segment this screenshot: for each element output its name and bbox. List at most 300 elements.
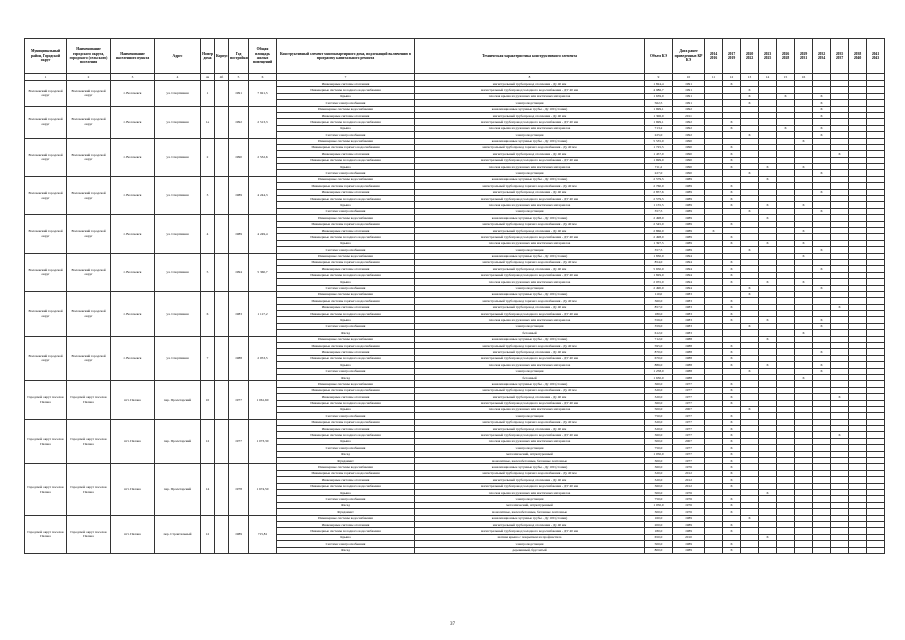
- characteristic-cell: магистральный трубопровод горячего водоснабжения - Ду 40 мм: [415, 298, 645, 304]
- previous-repair-date-cell: 2010: [673, 534, 705, 540]
- period-mark-cell: X: [741, 100, 759, 106]
- volume-cell: 857,0: [645, 304, 673, 310]
- settlement-cell: Волочекский городской округ: [67, 336, 111, 381]
- column-number: 8: [415, 74, 645, 81]
- element-cell: Инженерные системы горячего водоснабжения: [277, 221, 415, 227]
- column-header: 2023 2025: [759, 39, 777, 74]
- volume-cell: 2 857,6: [645, 189, 673, 195]
- previous-repair-date-cell: 2012: [673, 470, 705, 476]
- floor-area-cell: 1 674,50: [249, 464, 277, 515]
- floor-area-cell: 1 117,2: [249, 291, 277, 336]
- period-mark-cell: [813, 547, 831, 553]
- previous-repair-date-cell: 1994: [673, 253, 705, 259]
- period-mark-cell: X: [795, 202, 813, 208]
- volume-cell: 2 490,0: [645, 285, 673, 291]
- element-cell: Инженерные системы холодного водоснабжения: [277, 528, 415, 534]
- volume-cell: 1 397,5: [645, 240, 673, 246]
- column-header: 2029 2031: [795, 39, 813, 74]
- characteristic-cell: магистральный трубопровод холодного водоснабжения - ДУ 40 мм: [415, 234, 645, 240]
- characteristic-cell: магистральный трубопровод отопления - Ду 40 мм: [415, 81, 645, 87]
- district-cell: Городской округ поселок Палана: [25, 464, 67, 515]
- volume-cell: 2 498,0: [645, 234, 673, 240]
- period-mark-cell: X: [723, 451, 741, 457]
- locality-cell: пгт. Палана: [111, 464, 155, 515]
- column-header: 2041 2043: [867, 39, 885, 74]
- district-cell: Городской округ поселок Палана: [25, 515, 67, 553]
- previous-repair-date-cell: 1991: [673, 100, 705, 106]
- previous-repair-date-cell: 2007: [673, 406, 705, 412]
- characteristic-cell: электроподстанция: [415, 247, 645, 253]
- characteristic-cell: плоская крыша из рулонных или мастичных материалов: [415, 362, 645, 368]
- element-cell: Система электроснабжения: [277, 445, 415, 451]
- previous-repair-date-cell: 1991: [673, 93, 705, 99]
- period-mark-cell: X: [795, 253, 813, 259]
- element-cell: Инженерные системы отопления: [277, 266, 415, 272]
- volume-cell: 300,0: [645, 458, 673, 464]
- period-mark-cell: X: [813, 349, 831, 355]
- period-mark-cell: X: [723, 125, 741, 131]
- house-number-cell: 1а: [201, 106, 215, 138]
- period-mark-cell: X: [795, 279, 813, 285]
- period-mark-cell: X: [813, 170, 831, 176]
- volume-cell: 670,0: [645, 355, 673, 361]
- previous-repair-date-cell: 1976: [673, 496, 705, 502]
- settlement-cell: Городской округ поселок Палана: [67, 381, 111, 419]
- element-cell: Инженерные системы отопления: [277, 521, 415, 527]
- previous-repair-date-cell: 1988: [673, 336, 705, 342]
- characteristic-cell: канализационные чугунные трубы - Ду 100 (стояки): [415, 253, 645, 259]
- volume-cell: 2 545,0: [645, 221, 673, 227]
- element-cell: Крыша: [277, 317, 415, 323]
- period-mark-cell: X: [723, 279, 741, 285]
- element-cell: Инженерные системы водоснабжения: [277, 176, 415, 182]
- period-mark-cell: X: [813, 317, 831, 323]
- previous-repair-date-cell: 1983: [673, 317, 705, 323]
- period-mark-cell: X: [813, 100, 831, 106]
- characteristic-cell: магистральный трубопровод горячего водоснабжения - Ду 40 мм: [415, 144, 645, 150]
- volume-cell: 1 699,1: [645, 106, 673, 112]
- previous-repair-date-cell: 1989: [673, 176, 705, 182]
- volume-cell: 360,0: [645, 400, 673, 406]
- volume-cell: 160,0: [645, 515, 673, 521]
- building-corpus-cell: [215, 81, 229, 107]
- building-corpus-cell: [215, 336, 229, 381]
- column-number: 14: [759, 74, 777, 81]
- volume-cell: 870,0: [645, 349, 673, 355]
- previous-repair-date-cell: 1994: [673, 266, 705, 272]
- period-mark-cell: [795, 547, 813, 553]
- element-cell: Инженерные системы отопления: [277, 151, 415, 157]
- volume-cell: 360,0: [645, 464, 673, 470]
- column-number-row: [25, 74, 885, 81]
- period-mark-cell: X: [741, 208, 759, 214]
- element-cell: Система электроснабжения: [277, 496, 415, 502]
- element-cell: Система электроснабжения: [277, 413, 415, 419]
- characteristic-cell: магистральный трубопровод отопления - Ду 40 мм: [415, 394, 645, 400]
- locality-cell: пгт. Палана: [111, 381, 155, 419]
- previous-repair-date-cell: 1977: [673, 451, 705, 457]
- period-mark-cell: X: [741, 247, 759, 253]
- district-cell: Городской округ поселок Палана: [25, 419, 67, 464]
- previous-repair-date-cell: 1977: [673, 458, 705, 464]
- previous-repair-date-cell: 1994: [673, 259, 705, 265]
- previous-repair-date-cell: 1977: [673, 394, 705, 400]
- characteristic-cell: магистральный трубопровод горячего водоснабжения - Ду 40 мм: [415, 221, 645, 227]
- volume-cell: 320,0: [645, 394, 673, 400]
- period-mark-cell: X: [723, 343, 741, 349]
- column-header: 2032 2034: [813, 39, 831, 74]
- column-header: Корпус: [215, 39, 229, 74]
- element-cell: Инженерные системы горячего водоснабжения: [277, 144, 415, 150]
- characteristic-cell: магистральный трубопровод отопления - Ду 40 мм: [415, 477, 645, 483]
- building-corpus-cell: [215, 291, 229, 336]
- column-header: 2026 2028: [777, 39, 795, 74]
- district-cell: Волочекский городской округ: [25, 81, 67, 107]
- settlement-cell: Городской округ поселок Палана: [67, 419, 111, 464]
- characteristic-cell: магистральный трубопровод отопления - Ду 40 мм: [415, 227, 645, 233]
- element-cell: Инженерные системы отопления: [277, 477, 415, 483]
- characteristic-cell: магистральный трубопровод отопления - Ду 40 мм: [415, 112, 645, 118]
- period-mark-cell: X: [723, 413, 741, 419]
- capital-repair-program-table: [24, 38, 884, 554]
- element-cell: Система электроснабжения: [277, 100, 415, 106]
- characteristic-cell: бетонный: [415, 330, 645, 336]
- previous-repair-date-cell: 1988: [673, 374, 705, 380]
- volume-cell: 2 579,5: [645, 176, 673, 182]
- period-mark-cell: X: [723, 221, 741, 227]
- previous-repair-date-cell: 1977: [673, 419, 705, 425]
- characteristic-cell: деревянный, брусчатый: [415, 547, 645, 553]
- column-number: 4б: [215, 74, 229, 81]
- element-cell: Инженерные системы водоснабжения: [277, 106, 415, 112]
- period-mark-cell: X: [759, 336, 777, 342]
- house-number-cell: 5: [201, 253, 215, 291]
- settlement-cell: Волочекский городской округ: [67, 253, 111, 291]
- column-number: [831, 74, 849, 81]
- element-cell: Крыша: [277, 438, 415, 444]
- construction-year-cell: 1988: [229, 336, 249, 381]
- previous-repair-date-cell: 1977: [673, 381, 705, 387]
- characteristic-cell: канализационные чугунные трубы - Ду 100 (стояки): [415, 106, 645, 112]
- column-number: 1: [25, 74, 67, 81]
- previous-repair-date-cell: 1976: [673, 490, 705, 496]
- floor-area-cell: 2 532,6: [249, 138, 277, 176]
- house-number-cell: 2: [201, 138, 215, 176]
- element-cell: Инженерные системы холодного водоснабжения: [277, 483, 415, 489]
- period-mark-cell: X: [777, 125, 795, 131]
- period-mark-cell: X: [759, 534, 777, 540]
- characteristic-cell: канализационные чугунные трубы - Ду 100 (стояки): [415, 336, 645, 342]
- previous-repair-date-cell: 1989: [673, 240, 705, 246]
- characteristic-cell: плоская крыша из рулонных или мастичных материалов: [415, 93, 645, 99]
- period-mark-cell: X: [831, 151, 849, 157]
- characteristic-cell: магистральный трубопровод холодного водоснабжения - ДУ 40 мм: [415, 311, 645, 317]
- period-mark-cell: X: [723, 196, 741, 202]
- element-cell: Инженерные системы водоснабжения: [277, 291, 415, 297]
- district-cell: Городской округ поселок Палана: [25, 381, 67, 419]
- characteristic-cell: монолитные, железобетонные, бетонные ленточные: [415, 509, 645, 515]
- volume-cell: 650,0: [645, 534, 673, 540]
- previous-repair-date-cell: 1990: [673, 157, 705, 163]
- element-cell: Инженерные системы отопления: [277, 112, 415, 118]
- previous-repair-date-cell: 1989: [673, 234, 705, 240]
- locality-cell: пгт. Палана: [111, 515, 155, 553]
- floor-area-cell: 2 513,3: [249, 106, 277, 138]
- period-mark-cell: X: [795, 240, 813, 246]
- address-cell: ул. Спортивная: [155, 253, 201, 291]
- building-corpus-cell: [215, 419, 229, 464]
- characteristic-cell: электроподстанция: [415, 285, 645, 291]
- element-cell: Фундамент: [277, 509, 415, 515]
- element-cell: Система электроснабжения: [277, 323, 415, 329]
- period-mark-cell: X: [723, 362, 741, 368]
- period-mark-cell: X: [759, 317, 777, 323]
- period-mark-cell: X: [723, 381, 741, 387]
- column-number: 2: [67, 74, 111, 81]
- settlement-cell: Волочекский городской округ: [67, 81, 111, 107]
- column-header: 2014 2016: [705, 39, 723, 74]
- period-mark-cell: X: [723, 438, 741, 444]
- period-mark-cell: [759, 547, 777, 553]
- period-mark-cell: X: [723, 202, 741, 208]
- element-cell: Инженерные системы холодного водоснабжения: [277, 119, 415, 125]
- element-cell: Фасад: [277, 547, 415, 553]
- district-cell: Волочекский городской округ: [25, 215, 67, 253]
- locality-cell: г. Волочекск: [111, 253, 155, 291]
- column-number: 9: [645, 74, 673, 81]
- building-corpus-cell: [215, 253, 229, 291]
- column-header: Техническая характеристика конструктивного элемента: [415, 39, 645, 74]
- period-mark-cell: X: [759, 202, 777, 208]
- previous-repair-date-cell: 2007: [673, 438, 705, 444]
- period-mark-cell: X: [813, 132, 831, 138]
- element-cell: Инженерные системы отопления: [277, 394, 415, 400]
- settlement-cell: Волочекский городской округ: [67, 138, 111, 176]
- column-number: 6: [249, 74, 277, 81]
- element-cell: Инженерные системы отопления: [277, 304, 415, 310]
- element-cell: Инженерные системы холодного водоснабжения: [277, 272, 415, 278]
- period-mark-cell: X: [723, 470, 741, 476]
- period-mark-cell: X: [723, 458, 741, 464]
- period-mark-cell: [867, 547, 885, 553]
- column-header: Год постройки: [229, 39, 249, 74]
- previous-repair-date-cell: 1977: [673, 445, 705, 451]
- element-cell: Инженерные системы отопления: [277, 426, 415, 432]
- volume-cell: 360,0: [645, 298, 673, 304]
- settlement-cell: Волочекский городской округ: [67, 291, 111, 336]
- previous-repair-date-cell: 1992: [673, 119, 705, 125]
- period-mark-cell: X: [723, 445, 741, 451]
- period-mark-cell: X: [723, 317, 741, 323]
- period-mark-cell: X: [723, 355, 741, 361]
- previous-repair-date-cell: 2012: [673, 477, 705, 483]
- period-mark-cell: X: [831, 394, 849, 400]
- element-cell: Инженерные системы отопления: [277, 349, 415, 355]
- period-mark-cell: X: [723, 521, 741, 527]
- settlement-cell: Городской округ поселок Палана: [67, 464, 111, 515]
- characteristic-cell: магистральный трубопровод горячего водоснабжения - Ду 40 мм: [415, 419, 645, 425]
- characteristic-cell: плоская крыша из рулонных или мастичных материалов: [415, 490, 645, 496]
- period-mark-cell: X: [741, 406, 759, 412]
- period-mark-cell: [849, 547, 867, 553]
- floor-area-cell: 715,81: [249, 515, 277, 553]
- characteristic-cell: магистральный трубопровод холодного водоснабжения - ДУ 40 мм: [415, 400, 645, 406]
- characteristic-cell: бетонный: [415, 374, 645, 380]
- column-number: [849, 74, 867, 81]
- volume-cell: 500,0: [645, 541, 673, 547]
- column-header: Муниципальный район, Городской округ: [25, 39, 67, 74]
- previous-repair-date-cell: 1989: [673, 208, 705, 214]
- characteristic-cell: электроподстанция: [415, 445, 645, 451]
- period-mark-cell: X: [723, 477, 741, 483]
- district-cell: Волочекский городской округ: [25, 138, 67, 176]
- element-cell: Крыша: [277, 93, 415, 99]
- volume-cell: 500,0: [645, 490, 673, 496]
- volume-cell: 1 830,0: [645, 253, 673, 259]
- period-mark-cell: X: [795, 138, 813, 144]
- previous-repair-date-cell: 1988: [673, 362, 705, 368]
- element-cell: Инженерные системы горячего водоснабжения: [277, 387, 415, 393]
- previous-repair-date-cell: 1977: [673, 413, 705, 419]
- period-mark-cell: X: [723, 400, 741, 406]
- floor-area-cell: 2 053,5: [249, 336, 277, 381]
- construction-year-cell: 1992: [229, 106, 249, 138]
- column-header: Номер дома: [201, 39, 215, 74]
- characteristic-cell: плоская крыша из рулонных или мастичных материалов: [415, 406, 645, 412]
- characteristic-cell: магистральный трубопровод отопления - Ду 40 мм: [415, 304, 645, 310]
- previous-repair-date-cell: 1976: [673, 502, 705, 508]
- column-header: 2017 2019: [723, 39, 741, 74]
- characteristic-cell: шатная крыша с покрытием из профнастила: [415, 534, 645, 540]
- characteristic-cell: магистральный трубопровод горячего водоснабжения - Ду 40 мм: [415, 387, 645, 393]
- previous-repair-date-cell: 1992: [673, 132, 705, 138]
- period-mark-cell: X: [705, 227, 723, 233]
- element-cell: Система электроснабжения: [277, 368, 415, 374]
- floor-area-cell: 4 244,3: [249, 176, 277, 214]
- previous-repair-date-cell: 1989: [673, 547, 705, 553]
- column-header: 2020 2022: [741, 39, 759, 74]
- previous-repair-date-cell: 1992: [673, 125, 705, 131]
- period-mark-cell: X: [741, 323, 759, 329]
- column-number: 4: [155, 74, 201, 81]
- volume-cell: 2 055,0: [645, 279, 673, 285]
- period-mark-cell: X: [813, 208, 831, 214]
- volume-cell: 1 699,0: [645, 157, 673, 163]
- previous-repair-date-cell: 1989: [673, 521, 705, 527]
- element-cell: Инженерные системы водоснабжения: [277, 336, 415, 342]
- characteristic-cell: канализационные чугунные трубы - Ду 100 (стояки): [415, 176, 645, 182]
- previous-repair-date-cell: 1989: [673, 227, 705, 233]
- floor-area-cell: 7 921,5: [249, 81, 277, 107]
- period-mark-cell: X: [759, 240, 777, 246]
- floor-area-cell: 4 249,4: [249, 215, 277, 253]
- previous-repair-date-cell: 1983: [673, 304, 705, 310]
- construction-year-cell: 1977: [229, 381, 249, 419]
- period-mark-cell: [705, 547, 723, 553]
- characteristic-cell: плоская крыша из рулонных или мастичных материалов: [415, 317, 645, 323]
- volume-cell: 5 535,0: [645, 138, 673, 144]
- column-header: 2038 2040: [849, 39, 867, 74]
- previous-repair-date-cell: 1988: [673, 355, 705, 361]
- period-mark-cell: X: [723, 502, 741, 508]
- building-corpus-cell: [215, 381, 229, 419]
- floor-area-cell: 1 061,60: [249, 381, 277, 419]
- volume-cell: 2 498,0: [645, 215, 673, 221]
- locality-cell: г. Волочекск: [111, 336, 155, 381]
- volume-cell: 612,0: [645, 330, 673, 336]
- characteristic-cell: монолитные, железобетонные, бетонные ленточные: [415, 458, 645, 464]
- district-cell: Волочекский городской округ: [25, 106, 67, 138]
- address-cell: пер. Пролетарский: [155, 464, 201, 515]
- element-cell: Фасад: [277, 374, 415, 380]
- characteristic-cell: канализационные чугунные трубы - Ду 100 (стояки): [415, 464, 645, 470]
- construction-year-cell: 1994: [229, 253, 249, 291]
- previous-repair-date-cell: 1991: [673, 87, 705, 93]
- previous-repair-date-cell: 1989: [673, 189, 705, 195]
- element-cell: Инженерные системы горячего водоснабжения: [277, 470, 415, 476]
- volume-cell: 562,5: [645, 100, 673, 106]
- period-mark-cell: X: [831, 432, 849, 438]
- period-mark-cell: [777, 547, 795, 553]
- building-corpus-cell: [215, 464, 229, 515]
- column-number: 16: [795, 74, 813, 81]
- period-mark-cell: X: [759, 362, 777, 368]
- address-cell: ул. Спортивная: [155, 336, 201, 381]
- characteristic-cell: магистральный трубопровод горячего водоснабжения - Ду 40 мм: [415, 259, 645, 265]
- element-cell: Инженерные системы горячего водоснабжения: [277, 419, 415, 425]
- house-number-cell: 10: [201, 381, 215, 419]
- volume-cell: 227,0: [645, 170, 673, 176]
- characteristic-cell: канализационные чугунные трубы - Ду 100 (стояки): [415, 138, 645, 144]
- column-header: 2035 2037: [831, 39, 849, 74]
- address-cell: ул. Спортивная: [155, 291, 201, 336]
- element-cell: Инженерные системы холодного водоснабжения: [277, 432, 415, 438]
- previous-repair-date-cell: 1992: [673, 106, 705, 112]
- period-mark-cell: X: [723, 266, 741, 272]
- program-table: [24, 38, 885, 554]
- building-corpus-cell: [215, 176, 229, 214]
- element-cell: Крыша: [277, 125, 415, 131]
- element-cell: Инженерные системы холодного водоснабжения: [277, 234, 415, 240]
- characteristic-cell: плоская крыша из рулонных или мастичных материалов: [415, 202, 645, 208]
- period-mark-cell: X: [741, 291, 759, 297]
- previous-repair-date-cell: 1988: [673, 349, 705, 355]
- characteristic-cell: канализационные чугунные трубы - Ду 100 (стояки): [415, 215, 645, 221]
- element-cell: Фасад: [277, 502, 415, 508]
- volume-cell: 1 457,0: [645, 151, 673, 157]
- period-mark-cell: X: [777, 93, 795, 99]
- volume-cell: 750,0: [645, 413, 673, 419]
- column-header: Общая площадь жилых помещений: [249, 39, 277, 74]
- previous-repair-date-cell: 1976: [673, 509, 705, 515]
- construction-year-cell: 1990: [229, 138, 249, 176]
- volume-cell: 2 579,5: [645, 196, 673, 202]
- previous-repair-date-cell: 1977: [673, 432, 705, 438]
- period-mark-cell: X: [813, 362, 831, 368]
- address-cell: ул. Спортивная: [155, 176, 201, 214]
- characteristic-cell: канализационные чугунные трубы - Ду 100 (стояки): [415, 291, 645, 297]
- volume-cell: 1 699,1: [645, 119, 673, 125]
- period-mark-cell: X: [759, 176, 777, 182]
- column-number: 10: [673, 74, 705, 81]
- characteristic-cell: магистральный трубопровод отопления - Ду 40 мм: [415, 189, 645, 195]
- building-corpus-cell: [215, 138, 229, 176]
- element-cell: Крыша: [277, 240, 415, 246]
- element-cell: Инженерные системы холодного водоснабжения: [277, 400, 415, 406]
- period-mark-cell: X: [795, 164, 813, 170]
- volume-cell: 357,5: [645, 208, 673, 214]
- period-mark-cell: X: [741, 93, 759, 99]
